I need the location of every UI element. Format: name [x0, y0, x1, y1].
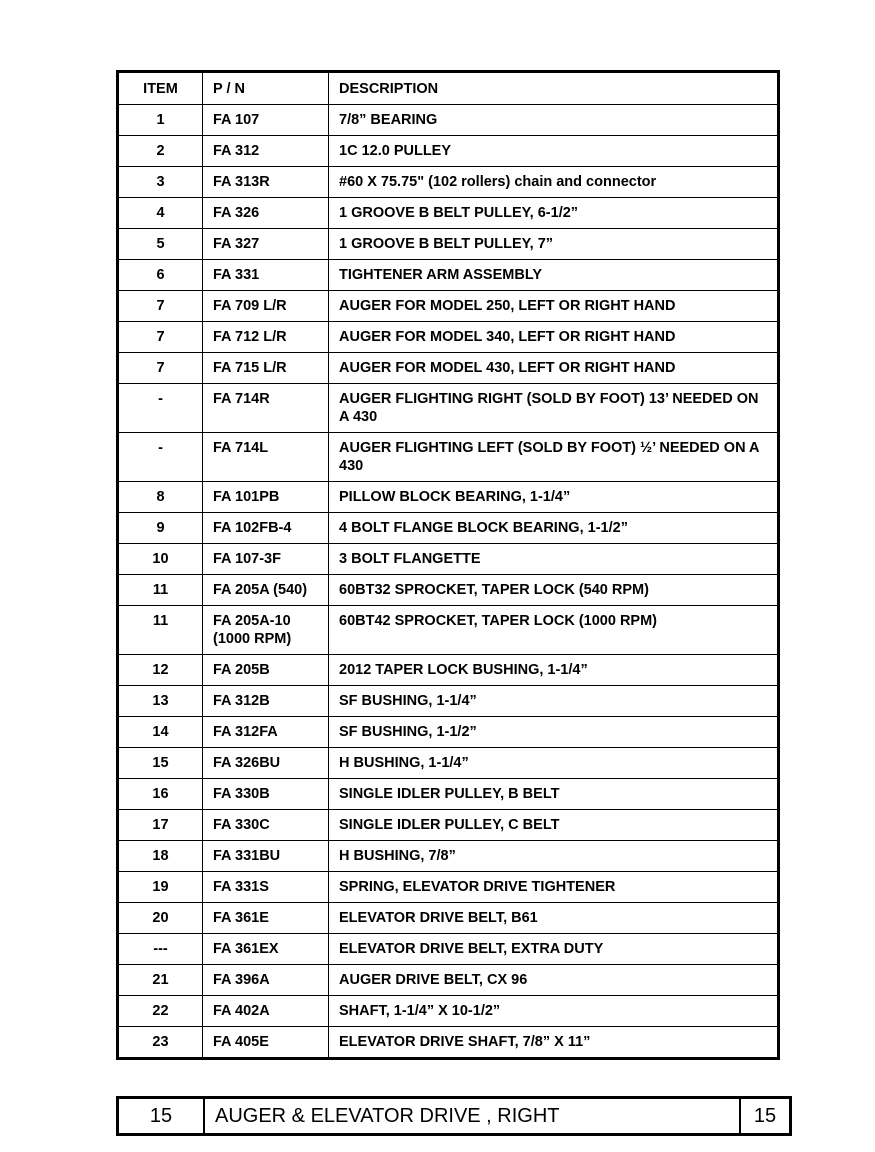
item-cell: 17 — [118, 810, 203, 841]
part-number-cell: FA 326BU — [203, 748, 329, 779]
table-row — [118, 686, 779, 717]
table-row — [118, 965, 779, 996]
part-number-cell: FA 330C — [203, 810, 329, 841]
item-cell: 14 — [118, 717, 203, 748]
item-cell: 8 — [118, 482, 203, 513]
description-cell: SINGLE IDLER PULLEY, C BELT — [329, 810, 779, 841]
item-cell: 12 — [118, 655, 203, 686]
description-cell: 2012 TAPER LOCK BUSHING, 1-1/4” — [329, 655, 779, 686]
part-number-cell: FA 205B — [203, 655, 329, 686]
part-number-cell: FA 714L — [203, 433, 329, 482]
item-cell: 19 — [118, 872, 203, 903]
part-number-cell: FA 205A-10 (1000 RPM) — [203, 606, 329, 655]
description-cell: #60 X 75.75" (102 rollers) chain and connector — [329, 167, 779, 198]
table-row — [118, 748, 779, 779]
item-cell: 7 — [118, 291, 203, 322]
item-cell: 15 — [118, 748, 203, 779]
page-footer — [116, 1096, 792, 1136]
item-cell: 11 — [118, 606, 203, 655]
part-number-cell: FA 712 L/R — [203, 322, 329, 353]
description-cell: AUGER FOR MODEL 250, LEFT OR RIGHT HAND — [329, 291, 779, 322]
table-row — [118, 544, 779, 575]
item-cell: 7 — [118, 353, 203, 384]
table-row — [118, 384, 779, 433]
item-cell: 11 — [118, 575, 203, 606]
item-cell: - — [118, 384, 203, 433]
item-cell: 7 — [118, 322, 203, 353]
description-cell: AUGER DRIVE BELT, CX 96 — [329, 965, 779, 996]
part-number-cell: FA 715 L/R — [203, 353, 329, 384]
description-cell: TIGHTENER ARM ASSEMBLY — [329, 260, 779, 291]
parts-table-body — [118, 105, 779, 1059]
item-cell: 18 — [118, 841, 203, 872]
item-cell: - — [118, 433, 203, 482]
table-row — [118, 136, 779, 167]
table-row — [118, 167, 779, 198]
header-item: ITEM — [118, 72, 203, 105]
item-cell: 22 — [118, 996, 203, 1027]
table-row — [118, 575, 779, 606]
part-number-cell: FA 326 — [203, 198, 329, 229]
item-cell: 3 — [118, 167, 203, 198]
part-number-cell: FA 107-3F — [203, 544, 329, 575]
description-cell: H BUSHING, 1-1/4” — [329, 748, 779, 779]
part-number-cell: FA 331BU — [203, 841, 329, 872]
item-cell: 20 — [118, 903, 203, 934]
footer-page-number-right: 15 — [753, 1104, 777, 1127]
item-cell: --- — [118, 934, 203, 965]
table-row — [118, 198, 779, 229]
description-cell: 3 BOLT FLANGETTE — [329, 544, 779, 575]
table-row — [118, 996, 779, 1027]
description-cell: SF BUSHING, 1-1/2” — [329, 717, 779, 748]
item-cell: 4 — [118, 198, 203, 229]
item-cell: 9 — [118, 513, 203, 544]
table-row — [118, 1027, 779, 1059]
footer-page-number-left: 15 — [119, 1099, 205, 1133]
table-row — [118, 841, 779, 872]
table-row — [118, 934, 779, 965]
item-cell: 5 — [118, 229, 203, 260]
description-cell: SHAFT, 1-1/4” X 10-1/2” — [329, 996, 779, 1027]
description-cell: 60BT32 SPROCKET, TAPER LOCK (540 RPM) — [329, 575, 779, 606]
description-cell: SF BUSHING, 1-1/4” — [329, 686, 779, 717]
item-cell: 6 — [118, 260, 203, 291]
part-number-cell: FA 402A — [203, 996, 329, 1027]
description-cell: 7/8” BEARING — [329, 105, 779, 136]
part-number-cell: FA 709 L/R — [203, 291, 329, 322]
item-cell: 13 — [118, 686, 203, 717]
table-row — [118, 260, 779, 291]
description-cell: 60BT42 SPROCKET, TAPER LOCK (1000 RPM) — [329, 606, 779, 655]
table-row — [118, 291, 779, 322]
part-number-cell: FA 101PB — [203, 482, 329, 513]
part-number-cell: FA 102FB-4 — [203, 513, 329, 544]
description-cell: 4 BOLT FLANGE BLOCK BEARING, 1-1/2” — [329, 513, 779, 544]
table-row — [118, 229, 779, 260]
table-row — [118, 322, 779, 353]
description-cell: AUGER FLIGHTING RIGHT (SOLD BY FOOT) 13’ NEEDED ON A 430 — [329, 384, 779, 433]
table-header-row — [118, 72, 779, 105]
header-description: DESCRIPTION — [329, 72, 779, 105]
table-row — [118, 655, 779, 686]
description-cell: PILLOW BLOCK BEARING, 1-1/4” — [329, 482, 779, 513]
header-part-number: P / N — [203, 72, 329, 105]
table-row — [118, 105, 779, 136]
part-number-cell: FA 714R — [203, 384, 329, 433]
part-number-cell: FA 396A — [203, 965, 329, 996]
table-row — [118, 872, 779, 903]
part-number-cell: FA 331 — [203, 260, 329, 291]
parts-table — [116, 70, 780, 1060]
table-row — [118, 353, 779, 384]
part-number-cell: FA 312B — [203, 686, 329, 717]
description-cell: SINGLE IDLER PULLEY, B BELT — [329, 779, 779, 810]
table-row — [118, 433, 779, 482]
part-number-cell: FA 312 — [203, 136, 329, 167]
part-number-cell: FA 361EX — [203, 934, 329, 965]
item-cell: 10 — [118, 544, 203, 575]
description-cell: AUGER FOR MODEL 430, LEFT OR RIGHT HAND — [329, 353, 779, 384]
table-row — [118, 513, 779, 544]
item-cell: 21 — [118, 965, 203, 996]
item-cell: 2 — [118, 136, 203, 167]
part-number-cell: FA 205A (540) — [203, 575, 329, 606]
part-number-cell: FA 331S — [203, 872, 329, 903]
table-row — [118, 903, 779, 934]
part-number-cell: FA 107 — [203, 105, 329, 136]
part-number-cell: FA 312FA — [203, 717, 329, 748]
footer-section-title: AUGER & ELEVATOR DRIVE , RIGHT — [205, 1099, 741, 1133]
description-cell: ELEVATOR DRIVE SHAFT, 7/8” X 11” — [329, 1027, 779, 1059]
table-row — [118, 717, 779, 748]
part-number-cell: FA 361E — [203, 903, 329, 934]
part-number-cell: FA 327 — [203, 229, 329, 260]
part-number-cell: FA 330B — [203, 779, 329, 810]
description-cell: 1 GROOVE B BELT PULLEY, 7” — [329, 229, 779, 260]
description-cell: ELEVATOR DRIVE BELT, B61 — [329, 903, 779, 934]
description-cell: 1C 12.0 PULLEY — [329, 136, 779, 167]
description-cell: AUGER FOR MODEL 340, LEFT OR RIGHT HAND — [329, 322, 779, 353]
description-cell: SPRING, ELEVATOR DRIVE TIGHTENER — [329, 872, 779, 903]
table-row — [118, 779, 779, 810]
part-number-cell: FA 405E — [203, 1027, 329, 1059]
item-cell: 1 — [118, 105, 203, 136]
description-cell: AUGER FLIGHTING LEFT (SOLD BY FOOT) ½’ NEEDED ON A 430 — [329, 433, 779, 482]
table-row — [118, 482, 779, 513]
description-cell: 1 GROOVE B BELT PULLEY, 6-1/2” — [329, 198, 779, 229]
table-row — [118, 810, 779, 841]
item-cell: 23 — [118, 1027, 203, 1059]
part-number-cell: FA 313R — [203, 167, 329, 198]
description-cell: ELEVATOR DRIVE BELT, EXTRA DUTY — [329, 934, 779, 965]
item-cell: 16 — [118, 779, 203, 810]
table-row — [118, 606, 779, 655]
description-cell: H BUSHING, 7/8” — [329, 841, 779, 872]
